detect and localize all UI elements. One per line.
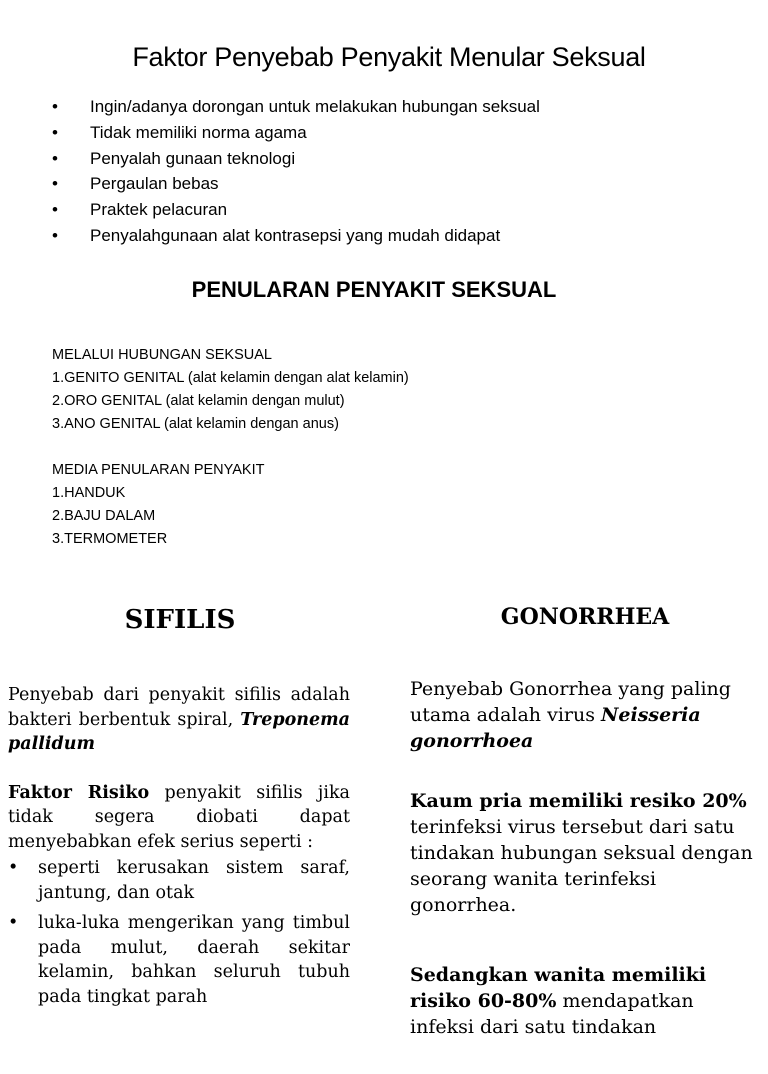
women-risk-text: mendapatkan infeksi dari satu tindakan bbox=[410, 990, 694, 1038]
organism-name: Neisseria gonorrhoea bbox=[410, 704, 701, 752]
gonorrhea-heading: GONORRHEA bbox=[500, 604, 670, 630]
gonorrhea-column bbox=[410, 676, 760, 1074]
bullet-icon: • bbox=[52, 225, 58, 245]
effects-list bbox=[8, 856, 350, 1009]
women-risk bbox=[410, 962, 760, 1040]
gonorrhea-cause bbox=[410, 676, 760, 754]
list-item-text: Praktek pelacuran bbox=[90, 200, 228, 220]
list-item: 3.TERMOMETER bbox=[52, 531, 168, 547]
list-item bbox=[52, 120, 540, 146]
list-item-text: luka-luka mengerikan yang timbul pada mulut, daerah sekitar kelamin, bahkan seluruh tubuh pada tingkat parah bbox=[38, 913, 350, 1007]
cause-text: Penyebab dari penyakit sifilis adalah bakteri berbentuk spiral, bbox=[8, 685, 350, 730]
list-label: MELALUI HUBUNGAN SEKSUAL bbox=[52, 347, 272, 363]
men-risk bbox=[410, 788, 760, 918]
bullet-icon: • bbox=[52, 148, 58, 168]
list-item-text: Ingin/adanya dorongan untuk melakukan hubungan seksual bbox=[90, 97, 540, 116]
risk-text: penyakit sifilis jika tidak segera diobati dapat menyebabkan efek serius seperti : bbox=[8, 782, 350, 852]
cause-text: Penyebab Gonorrhea yang paling utama adalah virus bbox=[410, 678, 731, 726]
list-item: 1.HANDUK bbox=[52, 485, 126, 501]
list-item-text: Pergaulan bebas bbox=[90, 174, 219, 194]
list-item: 1.GENITO GENITAL (alat kelamin dengan alat kelamin) bbox=[52, 370, 409, 386]
organism-name: Treponema pallidum bbox=[8, 709, 350, 754]
bullet-icon: • bbox=[8, 858, 19, 878]
list-label: MEDIA PENULARAN PENYAKIT bbox=[52, 462, 265, 478]
media-transmission-list bbox=[52, 459, 264, 551]
list-item: 2.BAJU DALAM bbox=[52, 508, 156, 524]
factor-list bbox=[52, 94, 540, 249]
bullet-icon: • bbox=[52, 97, 58, 116]
list-item bbox=[52, 94, 540, 120]
sexual-transmission-list bbox=[52, 344, 409, 436]
risk-label: Faktor Risiko bbox=[8, 782, 150, 803]
men-risk-text: terinfeksi virus tersebut dari satu tindakan hubungan seksual dengan seorang wanita terinfeksi gonorrhea. bbox=[410, 816, 753, 916]
list-item-text: Penyalahgunaan alat kontrasepsi yang mudah didapat bbox=[90, 225, 501, 245]
list-item-text: Tidak memiliki norma agama bbox=[90, 122, 307, 142]
bullet-icon: • bbox=[52, 174, 58, 194]
men-risk-label: Kaum pria memiliki resiko 20% bbox=[410, 790, 747, 812]
list-item bbox=[8, 856, 350, 905]
bullet-icon: • bbox=[8, 913, 19, 933]
list-item bbox=[52, 146, 540, 172]
list-item: 3.ANO GENITAL (alat kelamin dengan anus) bbox=[52, 416, 339, 432]
list-item bbox=[8, 911, 350, 1009]
list-item bbox=[52, 197, 540, 223]
page-title: Faktor Penyebab Penyakit Menular Seksual bbox=[132, 42, 646, 72]
list-item: 2.ORO GENITAL (alat kelamin dengan mulut) bbox=[52, 393, 345, 409]
bullet-icon: • bbox=[52, 200, 58, 220]
women-risk-label: Sedangkan wanita memiliki risiko 60-80% bbox=[410, 964, 707, 1012]
sifilis-cause bbox=[8, 683, 350, 757]
list-item-text: seperti kerusakan sistem saraf, jantung, dan otak bbox=[38, 858, 350, 903]
sifilis-heading: SIFILIS bbox=[124, 605, 236, 635]
sifilis-column bbox=[8, 683, 350, 1015]
section-heading: PENULARAN PENYAKIT SEKSUAL bbox=[191, 277, 557, 302]
list-item bbox=[52, 223, 540, 249]
sifilis-risk bbox=[8, 781, 350, 855]
list-item bbox=[52, 171, 540, 197]
bullet-icon: • bbox=[52, 122, 58, 142]
list-item-text: Penyalah gunaan teknologi bbox=[90, 148, 296, 168]
